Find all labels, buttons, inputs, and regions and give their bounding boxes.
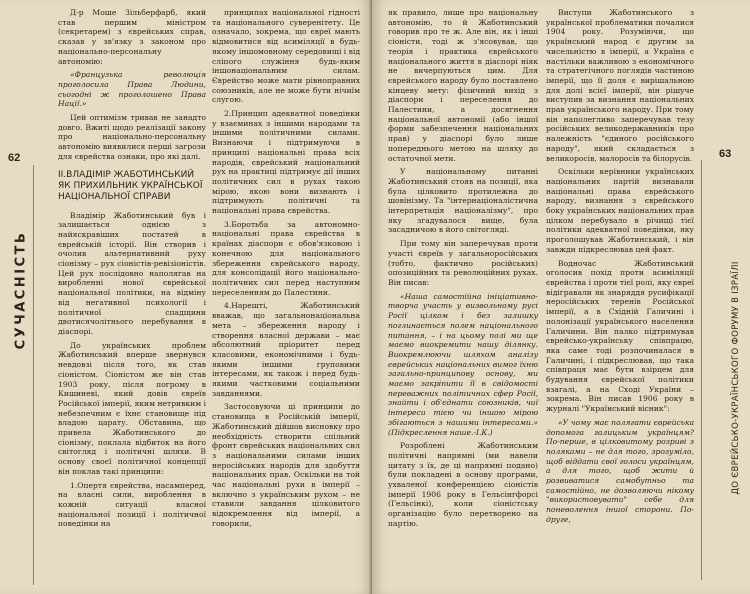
right-page xyxy=(372,0,750,594)
paragraph: Владімір Жаботинський був і залишається однією з найяскравіших постатей в єврейській історії. Він створив і очолив альтернативний руху сіонізму – рух сіоністів-ревізіоністів. Цей рух послідовно наполягав на виробленні нової єврейської національної політики, на відміну від негативної психології і політичної спадщини двотисячолітнього перебування в діаспорі. xyxy=(58,210,206,336)
right-page-number: 63 xyxy=(719,148,732,160)
right-margin-rule xyxy=(701,160,702,580)
left-running-head: СУЧАСНІСТЬ xyxy=(13,230,29,350)
paragraph: У національному питанні Жаботинський стояв на позиції, яка була цілковито протилежна до шовінізму. Та "інтернаціоналістична інтерпретація націоналізму", про яку згадувалося вище, була засадничою в його світогляді. xyxy=(388,167,538,235)
paragraph: 4.Нарешті, Жаботинський вважав, що загальнонаціональна мета – збереження народу і створення власної держави – має абсолютний пріоритет перед класовими, економічними і будь-якими іншими груповими інтересами, як також і перед будь-якими частковими соціальними завданнями. xyxy=(212,301,360,398)
paragraph: Д-р Моше Зільберфарб, який став першим міністром (секретарем) з єврейських справ, сказав у зв'язку з законом про національно-персональну автономію: xyxy=(58,8,206,66)
left-column-2 xyxy=(212,8,360,533)
paragraph: Виступи Жаботинського з української проблематики почалися 1904 року. Розуміючи, що український народ є другим за чисельністю в імперії, а Україна є настільки важливою з економічного та стратегічного поглядів частиною імперії, що її доля є вирішальною для долі всієї імперії, він рішуче виступив за визнання національних прав українського народу. При тому він наполегливо заперечував тезу російських великодержавників про належність "єдиного російського народу", який складається з великоросів, малоросів та білорусів. xyxy=(546,8,694,163)
quotation: «Французька революція проголосила Права Людини, сьогодні ж проголошено Права Нації.» xyxy=(58,70,206,109)
paragraph: 2.Принцип адекватної поведінки у взаєминах з іншими народами та іншими політичними силами. Визнаючи і підтримуючи в принципі національні права всіх народів, єврейський національний рух на практиці підтримує дії інших політичних сил в рухах такою мірою, якою вони визнають і підтримують політичні та національні права єврейства. xyxy=(212,109,360,216)
right-column-1 xyxy=(388,8,538,533)
paragraph: як правило, лише про національну автономію, то й Жаботинський говорив про те ж. Але він, як і інші сіоністи, тоді ж з'ясовував, що теорія і практика єврейського національного життя в діаспорі ніяк не вичерпуються цим. Для єврейського народу було поставлено кінцеву мету: фізичний вихід з діаспори і переселення до Палестини, а досягнення національної автономії (або іншої форми забезпечення національних прав) у діаспорі було лише попереднього метою на шляху до остаточної мети. xyxy=(388,8,538,163)
paragraph: принципах національної гідності та національного суверенітету. Це означало, зокрема, що євреї мають відмовитися від асиміляції в будь-якому іншомовному середовищі і від сліпого служіння будь-яким іншонаціональним силам. Єврейство може мати рівноправних союзників, але не може бути нічиїм слугою. xyxy=(212,8,361,105)
paragraph: При тому він заперечував проти участі євреїв у загальноросійських (тобто, фактично російських) опозиційних та революційних рухах. Він писав: xyxy=(388,239,538,287)
paragraph: Цей оптимізм тривав не занадто довго. Вжиті щодо реалізації закону про національно-персональну автономію виявилися перші загрози для єврейства ознаки, про які далі. xyxy=(58,113,206,161)
left-page xyxy=(0,0,372,594)
paragraph: До українських проблем Жаботинський вперше звернувся невдовзі після того, як став сіоністом. Сіоністом же він став 1903 року, після погрому в Кишиневі, який довів євреїв Російської імперії, яким нетривким і небезпечним є їхнє становище під владою царату. Обставина, що привела Жаботинського до сіонізму, поклала відбиток на його світогляд і політичні шляхи. В основу своєї політичної концепції він поклав такі принципи: xyxy=(58,340,206,476)
paragraph: Розроблені Жаботинським політичні напрямні (ми навели цитату з їх, де ці напрямні подано) були покладені в основу програми, ухваленої конференцією сіоністів імперії 1906 року в Гельсінгфорсі (Гельсінкі), коли сіоністську організацію було перетворено на партію. xyxy=(388,441,538,528)
paragraph: Застосовуючи ці принципи до становища в Російській імперії, Жаботинський дійшов висновку про необхідність створити спільний фронт єврейських національних сил з національними силами інших неросійських народів для здобуття національних прав. Оскільки на той час національні рухи в імперії – включно з українським рухом – не ставили завдання цілковитого відокремлення від імперії, а говорили, xyxy=(212,402,360,528)
paragraph: Водночас Жаботинський оголосив похід проти асиміляції єврейства і проти тієї ролі, яку євреї відігравали як знаряддя русифікації неросійських теренів Російської імперії, а в Східній Галичині і полонізації українського населення Галичини. Він палко підтримував єврейсько-українську співпрацю, яка саме тоді розпочиналася в Галичині, і підкреслював, що така співпраця має бути взірцем для будування єврейської політики взагалі, а на Сході України – зокрема. Він писав 1906 року в журналі "Український вісник": xyxy=(546,258,694,414)
paragraph: Оскільки керівники українських національних партій визнавали національні права єврейського народу, визнання з єврейського боку українських національних прав цілком перебувало в річищі тієї політики адекватної поведінки, яку проголошував Жаботинський, і він завжди підкреслював цей факт. xyxy=(546,167,694,254)
left-page-number: 62 xyxy=(8,152,21,164)
right-running-head: ДО ЄВРЕЙСЬКО-УКРАЇНСЬКОГО ФОРУМУ В ІЗРАЇЛІ xyxy=(731,261,741,495)
left-margin-rule xyxy=(33,165,34,585)
quotation: «Наша самостійна ініціативно-творча участь у визвольному русі Росії цілком і без залишку поглинається полем національного питання, – і на цьому полі ми ще маємо виокремити нашу ділянку. Виокремлюючи шляхом аналізу єврейських національних вимог їхню загально-принципову основу, ми маємо закріпити її в свідомості переважних політичних сфер Росії, знайти і об'єднати союзників, чиї інтереси тією чи іншою мірою збігаються з нашими інтересами.» (Підкреслення наше.-І.К.) xyxy=(388,291,538,437)
paragraph: 1.Опертя єврейства, насамперед, на власні сили, вироблення в кожній ситуації власної національної позиції і політичної поведінки на xyxy=(58,480,206,529)
left-column-1 xyxy=(58,8,206,533)
section-title: ІІ.ВЛАДІМІР ЖАБОТИНСЬКИЙ ЯК ПРИХИЛЬНИК УКРАЇНСЬКОЇ НАЦІОНАЛЬНОЇ СПРАВИ xyxy=(58,169,203,202)
quotation: «У чому має полягати єврейська допомога галицьким українцям? По-перше, в цілковитому розриві з поляками – не для того, зрозуміло, щоб віддати свої голоси українцям, а для того, щоб жити й розвиватися самобутньо та самостійно, не дозволяючи нікому "використовувати" себе для поневолення іншої сторони. По-друге, xyxy=(546,417,694,524)
paragraph: 3.Боротьба за автономно-національні права єврейства в країнах діаспори є обов'язковою і конечною для національного збереження єврейського народу, для консолідації його національно-політичних сил перед наступним переселенням до Палестини. xyxy=(212,219,360,297)
right-column-2 xyxy=(546,8,694,529)
